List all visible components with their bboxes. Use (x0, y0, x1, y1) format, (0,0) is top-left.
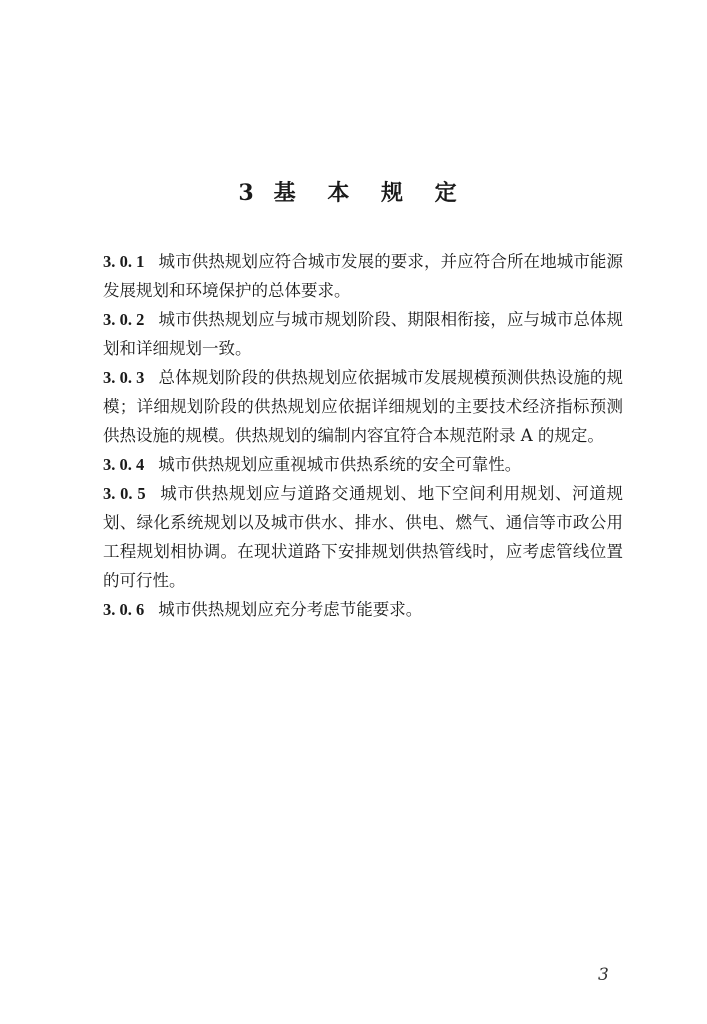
clause-number: 3. 0. 2 (103, 310, 145, 329)
clause-number: 3. 0. 6 (103, 600, 145, 619)
chapter-title-text: 基 本 规 定 (273, 180, 469, 206)
clause-3-0-1 (103, 247, 623, 305)
clause-list (103, 247, 623, 624)
clause-text: 城市供热规划应符合城市发展的要求，并应符合所在地城市能源发展规划和环境保护的总体要求。 (103, 252, 624, 300)
clause-text: 城市供热规划应与道路交通规划、地下空间利用规划、河道规划、绿化系统规划以及城市供水、排水、供电、燃气、通信等市政公用工程规划相协调。在现状道路下安排规划供热管线时，应考虑管线位置的可行性。 (103, 484, 624, 590)
page-number: 3 (598, 965, 609, 985)
clause-3-0-4 (103, 450, 623, 479)
clause-text: 城市供热规划应充分考虑节能要求。 (158, 600, 423, 619)
clause-3-0-3 (103, 363, 623, 450)
clause-number: 3. 0. 4 (103, 455, 145, 474)
chapter-number: 3 (238, 180, 256, 206)
clause-text: 总体规划阶段的供热规划应依据城市发展规模预测供热设施的规模；详细规划阶段的供热规划应依据详细规划的主要技术经济指标预测供热设施的规模。供热规划的编制内容宜符合本规范附录 A 的规定。 (103, 368, 624, 445)
clause-3-0-5 (103, 479, 623, 595)
clause-text: 城市供热规划应重视城市供热系统的安全可靠性。 (158, 455, 522, 474)
clause-number: 3. 0. 3 (103, 368, 145, 387)
chapter-title (0, 176, 707, 207)
clause-3-0-2 (103, 305, 623, 363)
clause-3-0-6 (103, 595, 623, 624)
clause-number: 3. 0. 1 (103, 252, 145, 271)
clause-text: 城市供热规划应与城市规划阶段、期限相衔接，应与城市总体规划和详细规划一致。 (103, 310, 624, 358)
clause-number: 3. 0. 5 (103, 484, 146, 503)
